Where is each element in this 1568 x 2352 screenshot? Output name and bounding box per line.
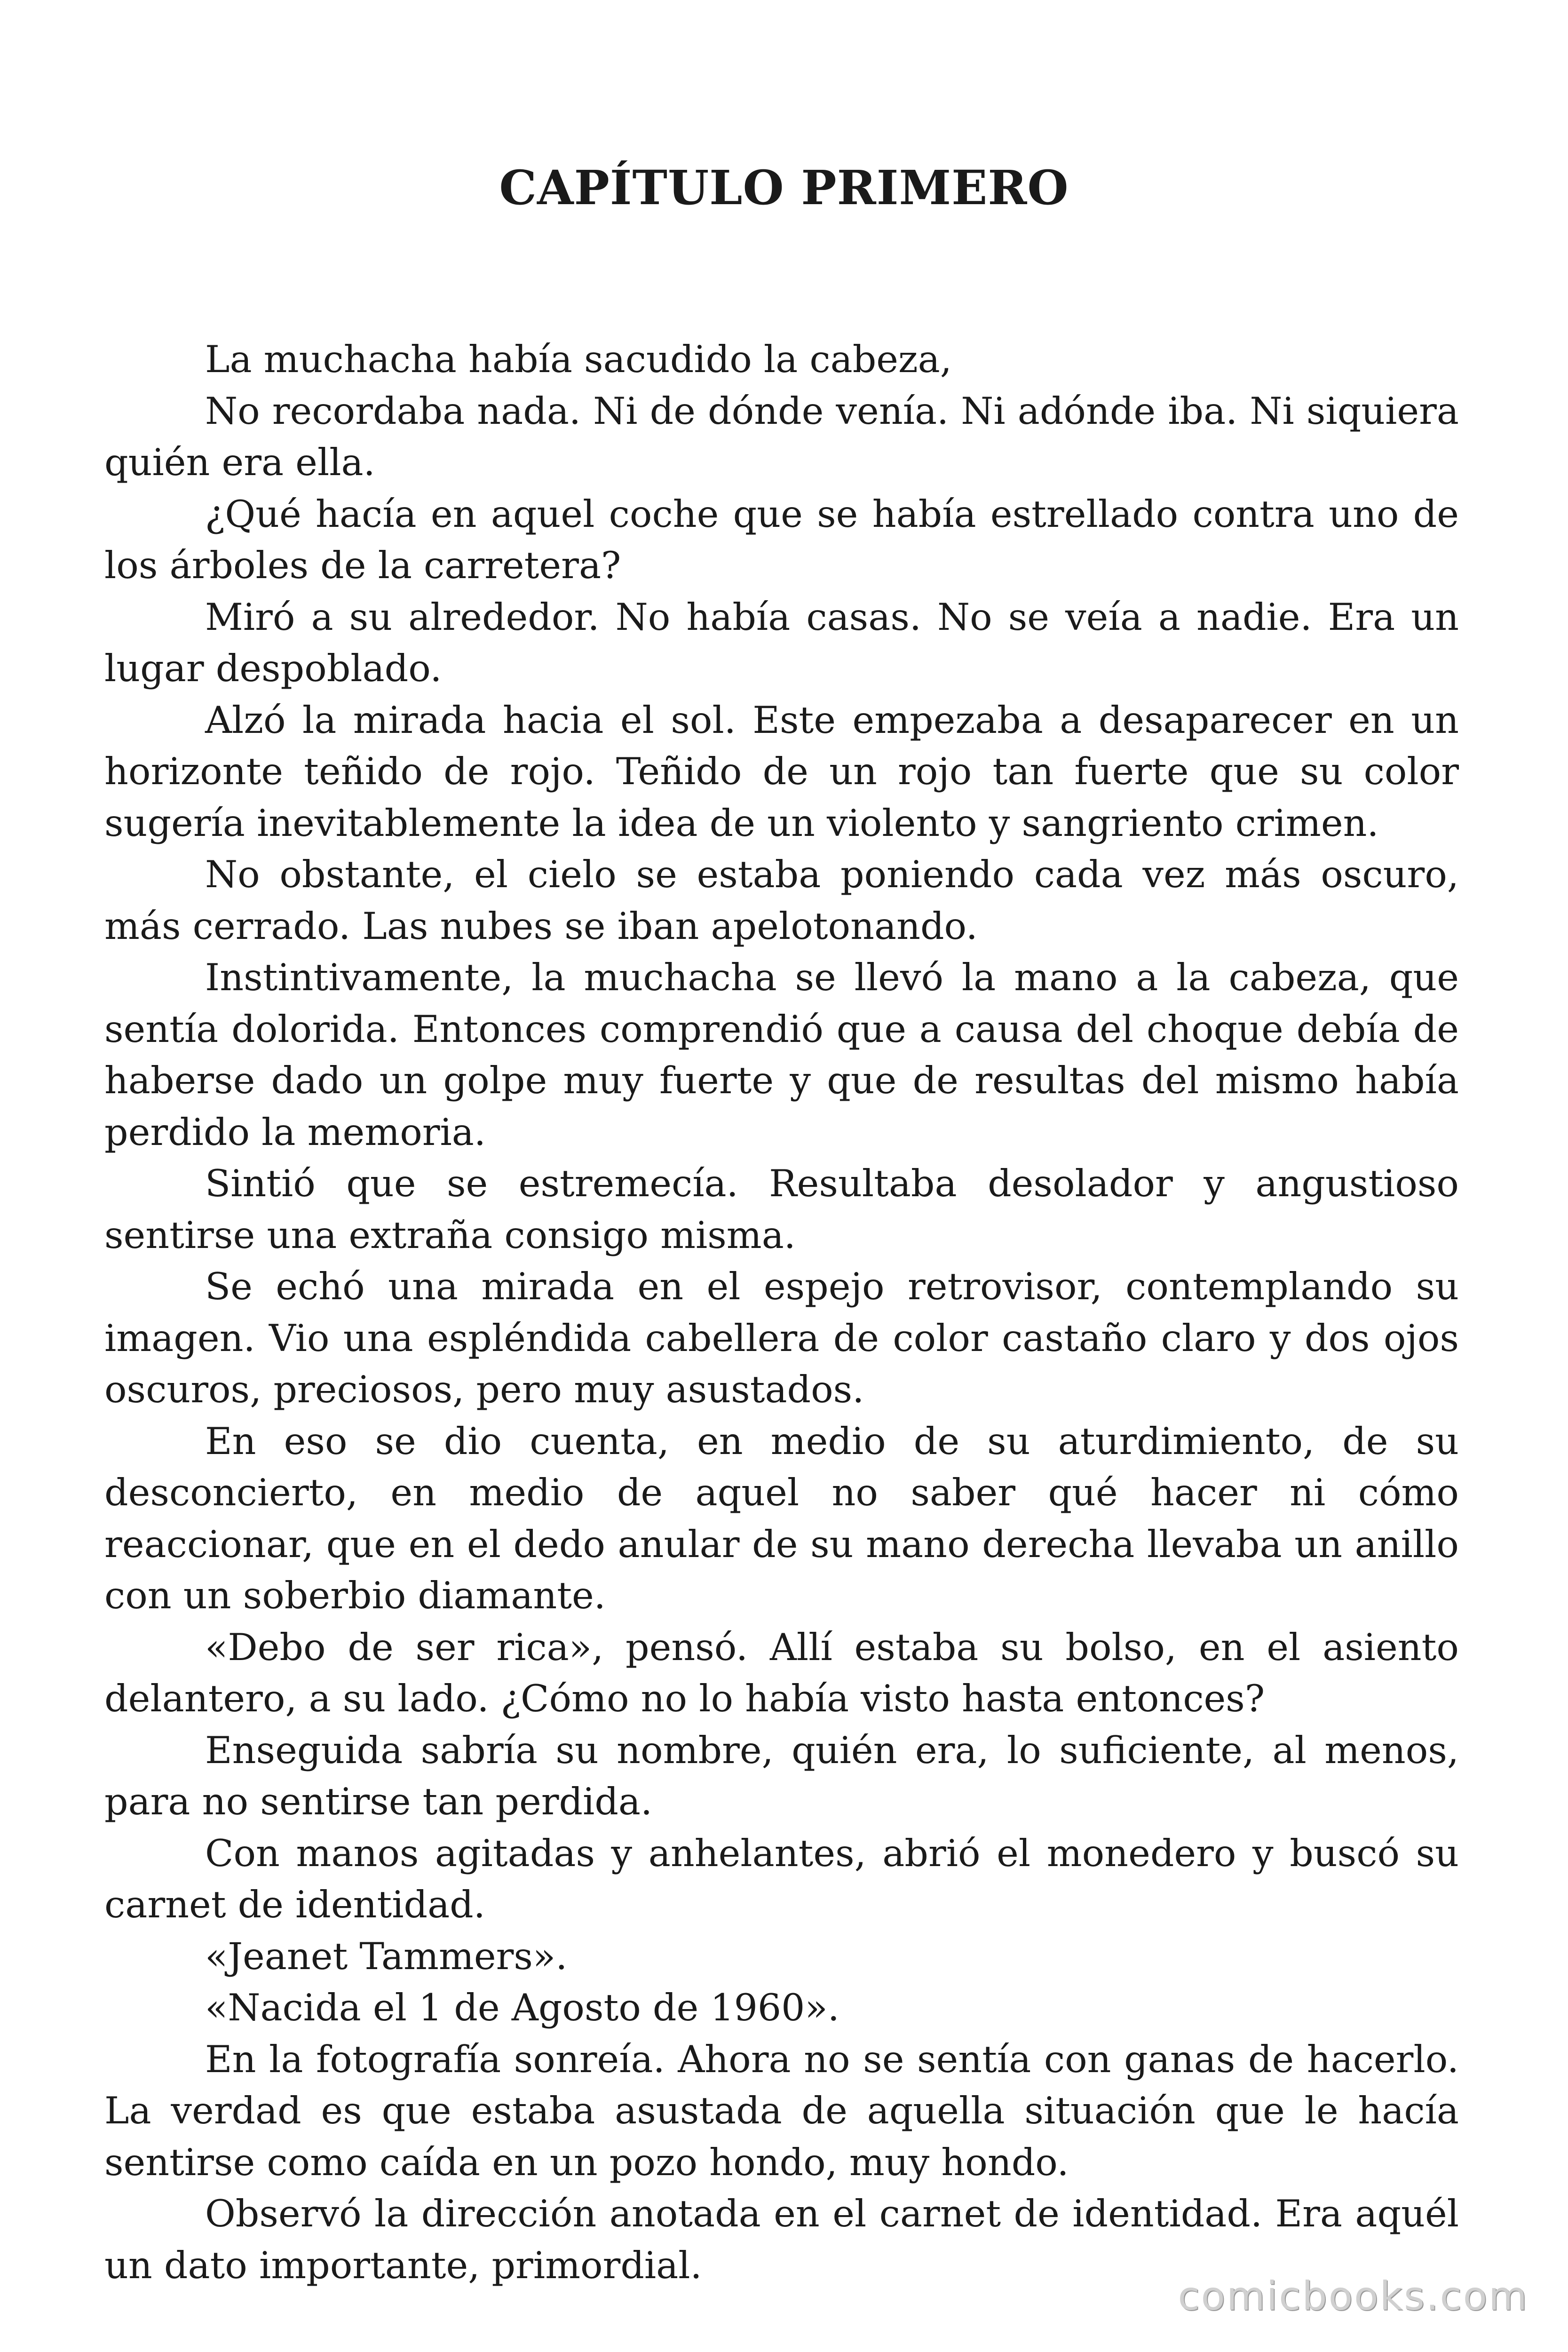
paragraph: Instintivamente, la muchacha se llevó la mano a la cabeza, que sentía dolorida. Entonces comprendió que a causa del choque debía de haberse dado un golpe muy fuerte y que de resultas del mismo había perdido la memoria. <box>104 956 1459 1154</box>
paragraph: Miró a su alrededor. No había casas. No se veía a nadie. Era un lugar despoblado. <box>104 595 1459 690</box>
paragraph: Con manos agitadas y anhelantes, abrió el monedero y buscó su carnet de identidad. <box>104 1831 1459 1926</box>
paragraph: Se echó una mirada en el espejo retrovisor, contemplando su imagen. Vio una espléndida cabellera de color castaño claro y dos ojos oscuros, preciosos, pero muy asustados. <box>104 1265 1459 1411</box>
paragraph: En la fotografía sonreía. Ahora no se sentía con ganas de hacerlo. La verdad es que estaba asustada de aquella situación que le hacía sentirse como caída en un pozo hondo, muy hondo. <box>104 2037 1459 2184</box>
chapter-body <box>104 334 1459 2291</box>
paragraph: «Debo de ser rica», pensó. Allí estaba su bolso, en el asiento delantero, a su lado. ¿Cómo no lo había visto hasta entonces? <box>104 1625 1459 1720</box>
paragraph: En eso se dio cuenta, en medio de su aturdimiento, de su desconcierto, en medio de aquel no saber qué hacer ni cómo reaccionar, que en el dedo anular de su mano derecha llevaba un anillo con un soberbio diamante. <box>104 1419 1459 1617</box>
paragraph: La muchacha había sacudido la cabeza, <box>205 338 952 381</box>
paragraph: «Jeanet Tammers». <box>205 1934 568 1978</box>
paragraph: Observó la dirección anotada en el carnet de identidad. Era aquél un dato importante, primordial. <box>104 2192 1459 2287</box>
paragraph: Sintió que se estremecía. Resultaba desolador y angustioso sentirse una extraña consigo misma. <box>104 1162 1459 1257</box>
watermark: comicbooks.com <box>1178 2273 1528 2319</box>
paragraph: No obstante, el cielo se estaba poniendo cada vez más oscuro, más cerrado. Las nubes se iban apelotonando. <box>104 853 1459 948</box>
paragraph: Enseguida sabría su nombre, quién era, lo suficiente, al menos, para no sentirse tan perdida. <box>104 1728 1459 1823</box>
paragraph: Alzó la mirada hacia el sol. Este empezaba a desaparecer en un horizonte teñido de rojo. Teñido de un rojo tan fuerte que su color sugería inevitablemente la idea de un violento y sangriento crimen. <box>104 698 1459 845</box>
paragraph: «Nacida el 1 de Agosto de 1960». <box>205 1986 839 2029</box>
paragraph: No recordaba nada. Ni de dónde venía. Ni adónde iba. Ni siquiera quién era ella. <box>104 389 1459 484</box>
chapter-title: CAPÍTULO PRIMERO <box>499 160 1069 215</box>
paragraph: ¿Qué hacía en aquel coche que se había estrellado contra uno de los árboles de la carretera? <box>104 492 1459 587</box>
